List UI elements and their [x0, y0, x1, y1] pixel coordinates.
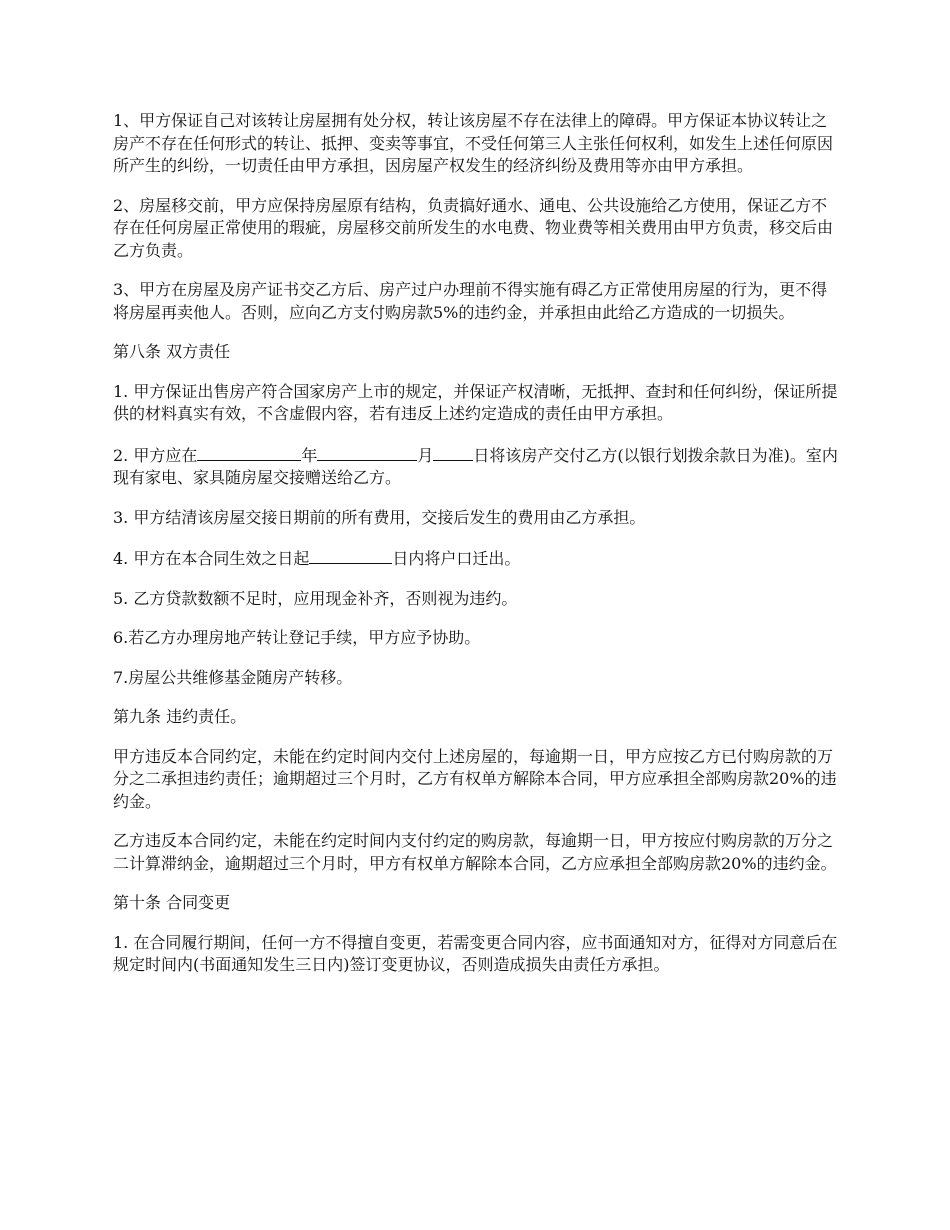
clause8-item-7: 7.房屋公共维修基金随房产转移。 [113, 667, 353, 687]
clause7-item-1: 1、甲方保证自己对该转让房屋拥有处分权，转让该房屋不存在法律上的障碍。甲方保证本协议转让之房产不存在任何形式的转让、抵押、变卖等事宜，不受任何第三人主张任何权利，如发生上述任何原因所产生的纠纷，一切责任由甲方承担，因房屋产权发生的经济纠纷及费用等亦由甲方承担。 [113, 111, 834, 175]
days-blank [309, 546, 392, 564]
clause8-item-2-text-b: 年 [301, 445, 318, 465]
clause8-item-4-text-a: 4. 甲方在本合同生效之日起 [113, 549, 310, 568]
clause8-item-2-text-a: 2. 甲方应在 [113, 445, 198, 465]
clause8-item-2-text-d: 日将该房产交付乙方(以银行划拨余款日为准)。室内现有家电、家具随房屋交接赠送给乙方。 [113, 445, 838, 487]
clause9-para-1: 甲方违反本合同约定，未能在约定时间内交付上述房屋的，每逾期一日，甲方应按乙方已付购房款的万分之二承担违约责任；逾期超过三个月时，乙方有权单方解除本合同，甲方应承担全部购房款20%的违约金。 [113, 746, 837, 811]
clause7-item-3: 3、甲方在房屋及房产证书交乙方后、房产过户办理前不得实施有碍乙方正常使用房屋的行为，更不得将房屋再卖他人。否则，应向乙方支付购房款5%的违约金，并承担由此给乙方造成的一切损失。 [113, 280, 828, 322]
clause9-heading: 第九条 违约责任。 [113, 707, 247, 726]
clause7-item-2: 2、房屋移交前，甲方应保持房屋原有结构，负责搞好通水、通电、公共设施给乙方使用，保证乙方不存在任何房屋正常使用的瑕疵，房屋移交前所发生的水电费、物业费等相关费用由甲方负责，移交后由乙方负责。 [113, 195, 834, 260]
clause8-item-2-text-c: 月 [417, 445, 434, 465]
clause8-item-5: 5. 乙方贷款数额不足时，应用现金补齐，否则视为违约。 [113, 588, 518, 608]
month-blank [317, 443, 417, 461]
clause8-item-2 [113, 443, 840, 490]
document-page [113, 110, 840, 994]
clause9-para-2: 乙方违反本合同约定，未能在约定时间内支付约定的购房款，每逾期一日，甲方按应付购房款的万分之二计算滞纳金，逾期超过三个月时，甲方有权单方解除本合同，乙方应承担全部购房款20%的违约金。 [113, 831, 837, 873]
clause8-item-3: 3. 甲方结清该房屋交接日期前的所有费用，交接后发生的费用由乙方承担。 [113, 507, 646, 527]
clause8-item-6: 6.若乙方办理房地产转让登记手续，甲方应予协助。 [113, 628, 481, 647]
clause10-heading: 第十条 合同变更 [113, 893, 231, 912]
year-blank [197, 443, 301, 461]
clause10-item-1: 1. 在合同履行期间，任何一方不得擅自变更，若需变更合同内容，应书面通知对方，征得对方同意后在规定时间内(书面通知发生三日内)签订变更协议，否则造成损失由责任方承担。 [113, 932, 838, 974]
clause8-item-4 [113, 546, 840, 571]
clause8-heading: 第八条 双方责任 [113, 342, 231, 361]
clause8-item-4-text-b: 日内将户口迁出。 [392, 549, 521, 568]
clause8-item-1: 1. 甲方保证出售房产符合国家房产上市的规定，并保证产权清晰，无抵押、查封和任何纠纷，保证所提供的材料真实有效，不含虚假内容，若有违反上述约定造成的责任由甲方承担。 [113, 381, 838, 423]
day-blank [433, 443, 473, 461]
